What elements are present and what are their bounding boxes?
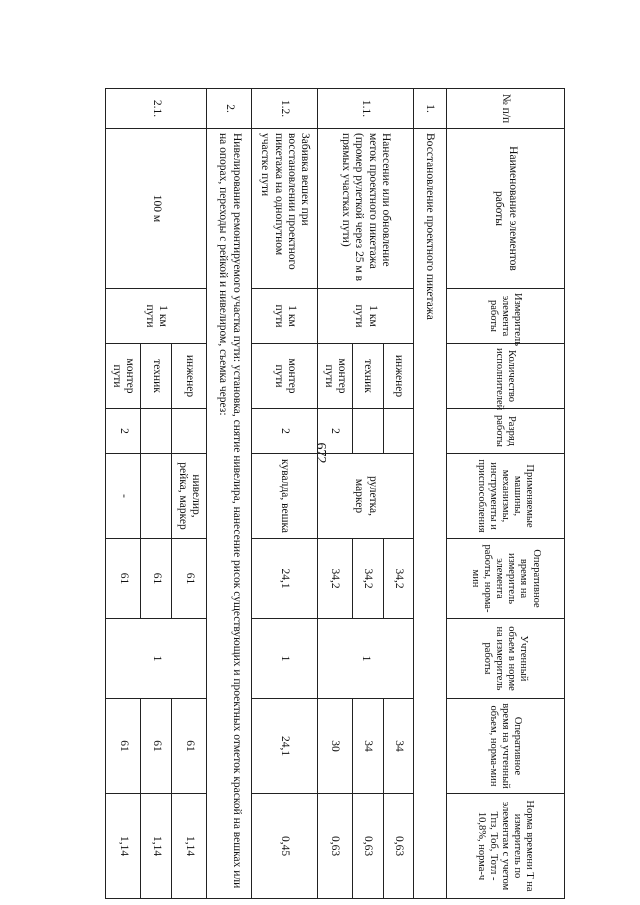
row-1-1-grade	[353, 409, 383, 454]
row-1-1-machines: рулетка, маркер	[317, 454, 413, 539]
row-1-1-a	[383, 89, 413, 899]
row-1-1-norm: 0,63	[317, 794, 352, 899]
row-2-1-volume: 1	[106, 619, 207, 699]
row-1-2-staff: монтер пути	[252, 344, 317, 409]
row-1-1-unit: 1 км пути	[317, 289, 413, 344]
section-2-title: Нивелирование ремонтируемого участка пути: установка, снятие нивелира, нанесение рисок существующих и проектных отметок краской на вешках или на опорах, переходы с рейкой и нивелиром, съемка через:	[207, 129, 252, 899]
row-1-1-op-time: 34,2	[317, 539, 352, 619]
rotated-table-wrapper	[105, 88, 565, 898]
row-2-1-op-volume: 61	[141, 699, 171, 794]
section-2-row	[207, 89, 252, 899]
row-2-1-norm: 1,14	[141, 794, 171, 899]
row-1-1-num: 1.1.	[317, 89, 413, 129]
row-1-1-name: Нанесение или обновление меток проектного пикетажа (промер рулеткой через 25 м в прямых участках пути)	[317, 129, 413, 289]
header-unit: Измеритель элемента работы	[446, 289, 564, 344]
section-1-row	[413, 89, 446, 899]
row-1-1-op-time: 34,2	[383, 539, 413, 619]
header-op-volume: Оперативное время на учтенный объем, норма-мин	[446, 699, 564, 794]
page-number: 672	[313, 442, 328, 464]
row-2-1-grade: 2	[106, 409, 142, 454]
section-1-num: 1.	[413, 89, 446, 129]
row-2-1-op-time: 61	[106, 539, 142, 619]
row-1-2-grade: 2	[252, 409, 317, 454]
row-1-2-machines: кувалда, вешка	[252, 454, 317, 539]
header-op-time: Оперативное время на измеритель элемента работы, норма-мин	[446, 539, 564, 619]
section-2-num: 2.	[207, 89, 252, 129]
row-2-1-op-volume: 61	[171, 699, 206, 794]
row-2-1-norm: 1,14	[106, 794, 142, 899]
header-volume: Учтенный объем в норме на измеритель работы	[446, 619, 564, 699]
row-1-1-staff: инженер	[383, 344, 413, 409]
row-2-1-staff: техник	[141, 344, 171, 409]
header-grade: Разряд работы	[446, 409, 564, 454]
row-1-2-num: 1.2.	[252, 89, 317, 129]
row-2-1-op-time: 61	[171, 539, 206, 619]
row-2-1-name: 100 м	[106, 129, 207, 289]
row-1-1-grade	[383, 409, 413, 454]
row-2-1-machines: нивелир, рейка, маркер	[171, 454, 206, 539]
row-2-1-op-volume: 61	[106, 699, 142, 794]
row-2-1-staff: монтер пути	[106, 344, 142, 409]
section-1-title: Восстановление проектного пикетажа	[413, 129, 446, 899]
row-1-1-grade: 2	[317, 409, 352, 454]
row-2-1-a	[171, 89, 206, 899]
row-2-1-op-time: 61	[141, 539, 171, 619]
row-1-2-volume: 1	[252, 619, 317, 699]
row-1-1-staff: техник	[353, 344, 383, 409]
row-2-1-machines: -	[106, 454, 142, 539]
row-2-1-grade	[141, 409, 171, 454]
row-1-2-norm: 0,45	[252, 794, 317, 899]
row-1-1-norm: 0,63	[383, 794, 413, 899]
row-1-2	[252, 89, 317, 899]
row-1-1-op-volume: 34	[383, 699, 413, 794]
norm-table	[105, 88, 565, 899]
header-staff: Количество исполнителей	[446, 344, 564, 409]
header-num: № п/п	[446, 89, 564, 129]
row-1-1-staff: монтер пути	[317, 344, 352, 409]
header-name: Наименование элементов работы	[446, 129, 564, 289]
row-1-2-op-volume: 24,1	[252, 699, 317, 794]
row-1-1-volume: 1	[317, 619, 413, 699]
row-1-2-unit: 1 км пути	[252, 289, 317, 344]
row-2-1-norm: 1,14	[171, 794, 206, 899]
row-2-1-machines	[141, 454, 171, 539]
row-1-1-op-volume: 30	[317, 699, 352, 794]
row-1-1-op-time: 34,2	[353, 539, 383, 619]
header-norm: Норма времени Т на измеритель по элементам с учетом Тпз, Тоб, Тотл - 10,8%, норма-ч	[446, 794, 564, 899]
row-2-1-staff: инженер	[171, 344, 206, 409]
row-2-1-unit: 1 км пути	[106, 289, 207, 344]
header-machines: Применяемые машины, механизмы, инструменты и приспособления	[446, 454, 564, 539]
row-1-1-op-volume: 34	[353, 699, 383, 794]
row-1-2-op-time: 24,1	[252, 539, 317, 619]
header-row	[446, 89, 564, 899]
row-1-2-name: Забивка вешек при восстановлении проектного пикетажа на однопутном участке пути	[252, 129, 317, 289]
row-2-1-grade	[171, 409, 206, 454]
row-1-1-norm: 0,63	[353, 794, 383, 899]
row-2-1-num: 2.1.	[106, 89, 207, 129]
